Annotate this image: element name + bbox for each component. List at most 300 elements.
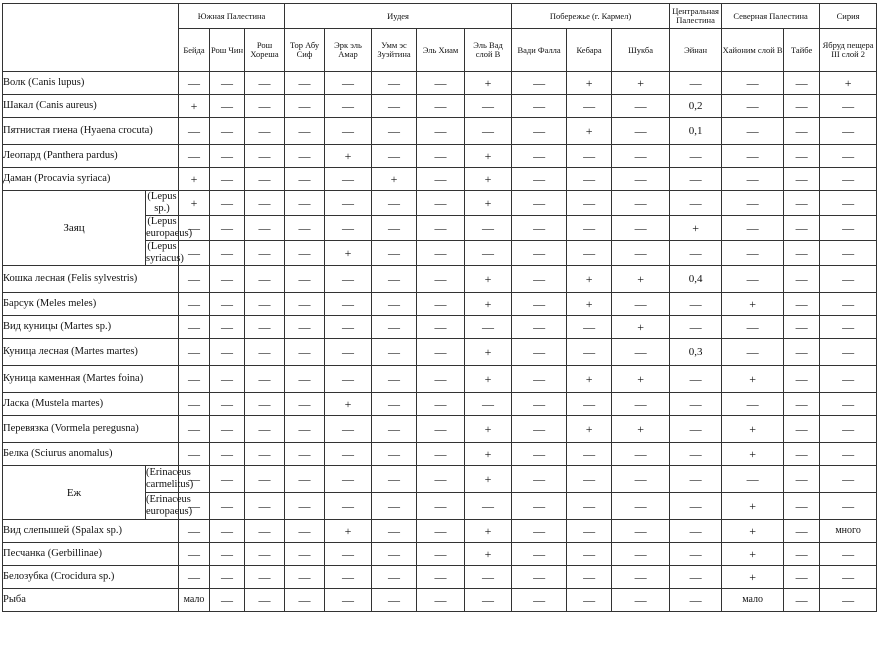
site-header: Ябруд пещера III слой 2	[820, 29, 877, 72]
presence-cell: +	[612, 416, 670, 443]
presence-cell: —	[285, 168, 325, 191]
table-row	[3, 566, 877, 589]
presence-cell: —	[210, 566, 245, 589]
presence-cell: —	[325, 366, 372, 393]
species-sub-label: (Lepus syriacus)	[146, 241, 184, 264]
table-row	[3, 366, 877, 393]
table-row	[3, 72, 877, 95]
presence-cell: —	[512, 466, 567, 493]
presence-cell: —	[722, 266, 784, 293]
presence-cell: —	[245, 95, 285, 118]
species-group-label: Заяц	[3, 191, 146, 266]
presence-cell: —	[179, 72, 210, 95]
presence-cell: —	[567, 466, 612, 493]
presence-cell: —	[325, 443, 372, 466]
presence-cell: —	[325, 168, 372, 191]
presence-cell: —	[325, 95, 372, 118]
presence-cell: —	[567, 216, 612, 241]
presence-cell: —	[820, 543, 877, 566]
presence-cell: —	[612, 95, 670, 118]
presence-cell: —	[372, 241, 417, 266]
presence-cell: +	[722, 520, 784, 543]
presence-cell: —	[417, 366, 465, 393]
species-label: Перевязка (Vormela peregusna)	[3, 416, 179, 443]
presence-cell: —	[179, 118, 210, 145]
presence-cell: —	[417, 543, 465, 566]
presence-cell: —	[567, 393, 612, 416]
species-label: Кошка лесная (Felis sylvestris)	[3, 266, 179, 293]
presence-cell: —	[612, 466, 670, 493]
presence-cell: —	[285, 443, 325, 466]
region-header: Южная Палестина	[179, 4, 285, 29]
presence-cell: —	[417, 72, 465, 95]
presence-cell: +	[325, 241, 372, 266]
presence-cell: —	[820, 443, 877, 466]
presence-cell: —	[372, 393, 417, 416]
presence-cell: —	[245, 316, 285, 339]
presence-cell: —	[325, 216, 372, 241]
table-row	[3, 393, 877, 416]
presence-cell: —	[245, 191, 285, 216]
presence-cell: —	[417, 589, 465, 612]
presence-cell: +	[465, 443, 512, 466]
presence-cell: —	[820, 316, 877, 339]
presence-cell: —	[465, 589, 512, 612]
species-label: Волк (Canis lupus)	[3, 72, 179, 95]
presence-cell: +	[465, 168, 512, 191]
presence-cell: —	[784, 443, 820, 466]
presence-cell: —	[210, 520, 245, 543]
presence-cell: —	[567, 566, 612, 589]
presence-cell: —	[512, 443, 567, 466]
presence-cell: —	[512, 72, 567, 95]
presence-cell: —	[372, 95, 417, 118]
presence-cell: —	[722, 466, 784, 493]
presence-cell: —	[210, 293, 245, 316]
presence-cell: —	[820, 393, 877, 416]
site-header: Рош Хореша	[245, 29, 285, 72]
presence-cell: —	[670, 416, 722, 443]
presence-cell: —	[285, 191, 325, 216]
presence-cell: —	[325, 191, 372, 216]
site-header: Тор Абу Сиф	[285, 29, 325, 72]
presence-cell: +	[567, 293, 612, 316]
presence-cell: —	[210, 95, 245, 118]
presence-cell: 0,1	[670, 118, 722, 145]
presence-cell: —	[245, 168, 285, 191]
presence-cell: —	[179, 543, 210, 566]
presence-cell: —	[670, 443, 722, 466]
table-row	[3, 266, 877, 293]
presence-cell: —	[179, 393, 210, 416]
presence-cell: —	[784, 566, 820, 589]
region-header: Побережье (г. Кармел)	[512, 4, 670, 29]
presence-cell: —	[210, 316, 245, 339]
presence-cell: —	[417, 316, 465, 339]
presence-cell: +	[465, 293, 512, 316]
presence-cell: —	[612, 118, 670, 145]
presence-cell: —	[612, 241, 670, 266]
presence-cell: +	[820, 72, 877, 95]
presence-cell: —	[512, 366, 567, 393]
presence-cell: —	[722, 216, 784, 241]
presence-cell: мало	[722, 589, 784, 612]
presence-cell: +	[722, 416, 784, 443]
presence-cell: —	[210, 216, 245, 241]
presence-cell: —	[722, 72, 784, 95]
presence-cell: +	[612, 72, 670, 95]
species-sub-label: (Erinaceus europaeus)	[146, 493, 179, 520]
presence-cell: —	[179, 366, 210, 393]
presence-cell: —	[325, 466, 372, 493]
presence-cell: —	[285, 543, 325, 566]
presence-cell: —	[612, 168, 670, 191]
presence-cell: —	[245, 443, 285, 466]
presence-cell: —	[417, 216, 465, 241]
presence-cell: —	[210, 191, 245, 216]
presence-cell: —	[372, 416, 417, 443]
table-row	[3, 145, 877, 168]
species-label: Куница лесная (Martes martes)	[3, 339, 179, 366]
presence-cell: —	[417, 443, 465, 466]
presence-cell: —	[417, 266, 465, 293]
presence-cell: —	[285, 366, 325, 393]
presence-cell: —	[670, 168, 722, 191]
presence-cell: +	[372, 168, 417, 191]
presence-cell: —	[567, 95, 612, 118]
presence-cell: +	[465, 191, 512, 216]
presence-cell: —	[285, 339, 325, 366]
presence-cell: —	[179, 339, 210, 366]
presence-cell: +	[722, 293, 784, 316]
presence-cell: —	[325, 293, 372, 316]
presence-cell: —	[567, 339, 612, 366]
region-header: Сирия	[820, 4, 877, 29]
presence-cell: —	[820, 266, 877, 293]
presence-cell: +	[465, 339, 512, 366]
presence-cell: —	[372, 339, 417, 366]
presence-cell: —	[417, 339, 465, 366]
presence-cell: —	[512, 589, 567, 612]
presence-cell: —	[210, 118, 245, 145]
presence-cell: —	[285, 466, 325, 493]
presence-cell: —	[512, 95, 567, 118]
site-header: Умм эс Зуэйтина	[372, 29, 417, 72]
presence-cell: —	[567, 168, 612, 191]
presence-cell: —	[784, 72, 820, 95]
presence-cell: —	[372, 316, 417, 339]
presence-cell: —	[784, 466, 820, 493]
presence-cell: —	[417, 145, 465, 168]
presence-cell: —	[372, 493, 417, 520]
presence-cell: мало	[179, 589, 210, 612]
presence-cell: —	[372, 366, 417, 393]
presence-cell: —	[612, 493, 670, 520]
presence-cell: —	[722, 118, 784, 145]
presence-cell: —	[245, 493, 285, 520]
presence-cell: —	[722, 393, 784, 416]
presence-cell: —	[784, 339, 820, 366]
presence-cell: +	[612, 366, 670, 393]
presence-cell: —	[285, 316, 325, 339]
presence-cell: +	[612, 266, 670, 293]
table-row	[3, 293, 877, 316]
table-row	[3, 443, 877, 466]
presence-cell: —	[325, 416, 372, 443]
table-row	[3, 339, 877, 366]
presence-cell: —	[245, 393, 285, 416]
presence-cell: —	[512, 266, 567, 293]
presence-cell: —	[285, 95, 325, 118]
presence-cell: —	[372, 566, 417, 589]
presence-cell: —	[285, 520, 325, 543]
presence-cell: —	[567, 493, 612, 520]
species-group-label: Еж	[3, 466, 146, 520]
presence-cell: —	[670, 241, 722, 266]
site-header: Бейда	[179, 29, 210, 72]
presence-cell: —	[285, 293, 325, 316]
presence-cell: —	[722, 316, 784, 339]
presence-cell: —	[325, 589, 372, 612]
presence-cell: —	[325, 493, 372, 520]
presence-cell: +	[179, 168, 210, 191]
species-label: Песчанка (Gerbillinae)	[3, 543, 179, 566]
species-label: Рыба	[3, 589, 179, 612]
table-row	[3, 316, 877, 339]
presence-cell: —	[179, 443, 210, 466]
presence-cell: —	[820, 566, 877, 589]
presence-cell: —	[372, 72, 417, 95]
species-label: Леопард (Panthera pardus)	[3, 145, 179, 168]
presence-cell: —	[285, 145, 325, 168]
presence-cell: —	[784, 416, 820, 443]
presence-cell: —	[285, 118, 325, 145]
presence-cell: —	[372, 466, 417, 493]
presence-cell: —	[417, 493, 465, 520]
presence-cell: —	[820, 145, 877, 168]
presence-cell: —	[722, 95, 784, 118]
presence-cell: —	[245, 72, 285, 95]
presence-cell: —	[784, 145, 820, 168]
presence-cell: —	[465, 566, 512, 589]
presence-cell: —	[512, 241, 567, 266]
presence-cell: —	[245, 366, 285, 393]
presence-cell: —	[820, 493, 877, 520]
presence-cell: —	[722, 168, 784, 191]
species-sub-label: (Lepus europaeus)	[146, 216, 193, 239]
presence-cell: —	[417, 191, 465, 216]
presence-cell: —	[285, 241, 325, 266]
presence-cell: —	[245, 416, 285, 443]
presence-cell: —	[245, 466, 285, 493]
presence-cell: —	[784, 168, 820, 191]
species-sub-label: (Erinaceus carmelitus)	[146, 466, 179, 493]
presence-cell: +	[722, 443, 784, 466]
presence-cell: —	[612, 543, 670, 566]
presence-cell: —	[325, 543, 372, 566]
presence-cell: —	[245, 118, 285, 145]
presence-cell: —	[465, 216, 512, 241]
presence-cell: —	[325, 118, 372, 145]
site-header: Эль Вад слой B	[465, 29, 512, 72]
table-row	[3, 95, 877, 118]
presence-cell: —	[210, 416, 245, 443]
presence-cell: —	[512, 543, 567, 566]
presence-cell: —	[372, 543, 417, 566]
species-label: Ласка (Mustela martes)	[3, 393, 179, 416]
presence-cell: —	[567, 520, 612, 543]
presence-cell: —	[325, 566, 372, 589]
presence-cell: много	[820, 520, 877, 543]
presence-cell: —	[285, 493, 325, 520]
presence-cell: —	[210, 543, 245, 566]
presence-cell: —	[285, 589, 325, 612]
presence-cell: +	[465, 520, 512, 543]
presence-cell: —	[512, 168, 567, 191]
presence-cell: —	[612, 339, 670, 366]
presence-cell: —	[512, 566, 567, 589]
presence-cell: —	[670, 466, 722, 493]
region-header: Центральная Палестина	[670, 4, 722, 29]
table-row	[3, 191, 877, 216]
presence-cell: —	[179, 145, 210, 168]
presence-cell: —	[722, 145, 784, 168]
presence-cell: —	[372, 266, 417, 293]
site-header: Эйнан	[670, 29, 722, 72]
presence-cell: —	[417, 293, 465, 316]
fauna-table	[2, 3, 877, 612]
presence-cell: —	[512, 416, 567, 443]
presence-cell: —	[465, 241, 512, 266]
presence-cell: +	[465, 366, 512, 393]
presence-cell: —	[372, 293, 417, 316]
presence-cell: —	[567, 543, 612, 566]
presence-cell: —	[612, 393, 670, 416]
presence-cell: —	[820, 118, 877, 145]
presence-cell: —	[210, 443, 245, 466]
table-row	[3, 589, 877, 612]
presence-cell: —	[612, 589, 670, 612]
presence-cell: —	[465, 493, 512, 520]
presence-cell: —	[512, 493, 567, 520]
presence-cell: —	[417, 393, 465, 416]
region-header: Иудея	[285, 4, 512, 29]
presence-cell: —	[285, 216, 325, 241]
presence-cell: —	[612, 216, 670, 241]
presence-cell: —	[784, 216, 820, 241]
presence-cell: —	[612, 520, 670, 543]
presence-cell: —	[567, 241, 612, 266]
presence-cell: —	[784, 241, 820, 266]
presence-cell: —	[325, 316, 372, 339]
presence-cell: —	[372, 216, 417, 241]
presence-cell: —	[784, 366, 820, 393]
presence-cell: —	[372, 443, 417, 466]
presence-cell: +	[722, 543, 784, 566]
presence-cell: —	[372, 118, 417, 145]
presence-cell: —	[245, 520, 285, 543]
presence-cell: —	[820, 293, 877, 316]
fauna-table-body	[3, 72, 877, 612]
presence-cell: —	[784, 493, 820, 520]
region-header-row	[3, 4, 877, 29]
presence-cell: —	[210, 466, 245, 493]
presence-cell: +	[567, 366, 612, 393]
presence-cell: —	[820, 241, 877, 266]
presence-cell: —	[612, 566, 670, 589]
species-label: Белозубка (Crocidura sp.)	[3, 566, 179, 589]
table-row	[3, 466, 877, 493]
species-label: Пятнистая гиена (Hyaena crocuta)	[3, 118, 179, 145]
presence-cell: —	[722, 241, 784, 266]
presence-cell: +	[465, 543, 512, 566]
presence-cell: —	[820, 416, 877, 443]
presence-cell: —	[612, 145, 670, 168]
presence-cell: —	[670, 566, 722, 589]
presence-cell: —	[417, 466, 465, 493]
presence-cell: —	[820, 191, 877, 216]
presence-cell: —	[722, 339, 784, 366]
presence-cell: —	[210, 168, 245, 191]
presence-cell: +	[325, 145, 372, 168]
presence-cell: —	[325, 339, 372, 366]
presence-cell: —	[784, 393, 820, 416]
presence-cell: —	[372, 191, 417, 216]
presence-cell: —	[285, 566, 325, 589]
presence-cell: —	[417, 416, 465, 443]
presence-cell: +	[722, 493, 784, 520]
presence-cell: —	[722, 191, 784, 216]
presence-cell: —	[372, 520, 417, 543]
presence-cell: —	[245, 339, 285, 366]
presence-cell: —	[417, 95, 465, 118]
presence-cell: —	[512, 293, 567, 316]
presence-cell: —	[325, 266, 372, 293]
species-label: Шакал (Canis aureus)	[3, 95, 179, 118]
presence-cell: —	[670, 520, 722, 543]
presence-cell: +	[325, 520, 372, 543]
presence-cell: —	[417, 520, 465, 543]
presence-cell: —	[210, 589, 245, 612]
species-label: Даман (Procavia syriaca)	[3, 168, 179, 191]
table-row	[3, 543, 877, 566]
presence-cell: —	[512, 520, 567, 543]
presence-cell: —	[179, 241, 210, 266]
presence-cell: —	[465, 118, 512, 145]
presence-cell: —	[820, 95, 877, 118]
presence-cell: —	[245, 566, 285, 589]
presence-cell: —	[612, 191, 670, 216]
presence-cell: —	[210, 241, 245, 266]
presence-cell: —	[820, 466, 877, 493]
presence-cell: —	[372, 145, 417, 168]
presence-cell: —	[670, 393, 722, 416]
presence-cell: +	[722, 566, 784, 589]
presence-cell: —	[820, 366, 877, 393]
presence-cell: +	[465, 266, 512, 293]
presence-cell: —	[784, 293, 820, 316]
presence-cell: —	[465, 95, 512, 118]
presence-cell: —	[567, 145, 612, 168]
presence-cell: +	[567, 118, 612, 145]
presence-cell: —	[179, 493, 210, 520]
presence-cell: +	[465, 466, 512, 493]
presence-cell: —	[325, 72, 372, 95]
presence-cell: —	[512, 216, 567, 241]
presence-cell: —	[210, 145, 245, 168]
presence-cell: —	[417, 118, 465, 145]
presence-cell: —	[512, 393, 567, 416]
